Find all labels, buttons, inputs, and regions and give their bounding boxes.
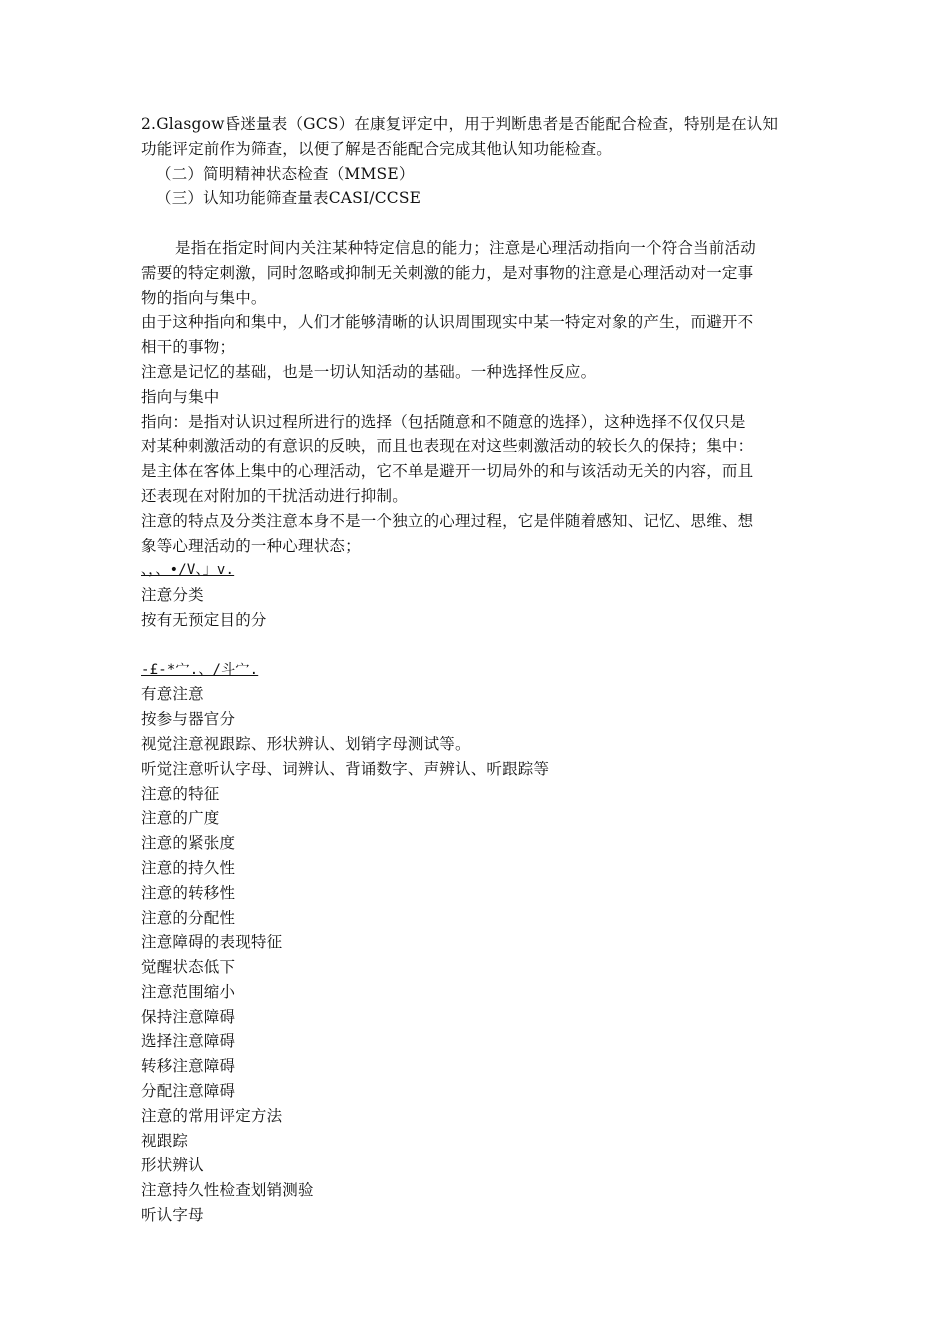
item-auditory-attention: 听觉注意听认字母、词辨认、背诵数字、声辨认、听跟踪等 xyxy=(141,759,550,778)
paragraph-glasgow-line-1: 2.Glasgow昏迷量表（GCS）在康复评定中，用于判断患者是否能配合检查，特别是在认知 xyxy=(141,115,779,133)
item-attention-distribution: 注意的分配性 xyxy=(141,908,236,927)
item-cancellation-test: 注意持久性检查划销测验 xyxy=(141,1181,314,1200)
blank-line xyxy=(141,211,811,236)
item-attention-shifting: 注意的转移性 xyxy=(141,883,236,902)
item-selective-attention-disorder: 选择注意障碍 xyxy=(141,1032,236,1051)
item-low-arousal: 觉醒状态低下 xyxy=(141,958,236,977)
section-heading-mmse: （二）简明精神状态检查（MMSE） xyxy=(156,164,415,183)
item-sustained-attention-disorder: 保持注意障碍 xyxy=(141,1007,236,1026)
paragraph-characteristics-line-2: 象等心理活动的一种心理状态； xyxy=(141,536,361,555)
paragraph-focus-line-2: 相干的事物； xyxy=(141,338,236,357)
heading-attention-classification: 注意分类 xyxy=(141,586,204,605)
paragraph-direction-line-3: 是主体在客体上集中的心理活动，它不单是避开一切局外的和与该活动无关的内容，而且 xyxy=(141,462,754,481)
paragraph-characteristics-line-1: 注意的特点及分类注意本身不是一个独立的心理过程，它是伴随着感知、记忆、思维、想 xyxy=(141,511,754,530)
blank-line xyxy=(141,633,811,658)
heading-direction-focus: 指向与集中 xyxy=(141,387,220,406)
item-by-purpose: 按有无预定目的分 xyxy=(141,610,267,629)
item-shifting-attention-disorder: 转移注意障碍 xyxy=(141,1057,236,1076)
heading-attention-features: 注意的特征 xyxy=(141,784,220,803)
section-heading-casi-ccse: （三）认知功能筛查量表CASI/CCSE xyxy=(156,189,422,208)
item-shape-recognition: 形状辨认 xyxy=(141,1156,204,1175)
item-by-organ: 按参与器官分 xyxy=(141,710,236,729)
paragraph-direction-line-2: 对某种刺激活动的有意识的反映，而且也表现在对这些刺激活动的较长久的保持；集中： xyxy=(141,437,754,456)
item-attention-intensity: 注意的紧张度 xyxy=(141,834,236,853)
heading-assessment-methods: 注意的常用评定方法 xyxy=(141,1106,283,1125)
item-letter-listening: 听认字母 xyxy=(141,1206,204,1225)
paragraph-attention-definition-line-1: 是指在指定时间内关注某种特定信息的能力；注意是心理活动指向一个符合当前活动 xyxy=(175,238,756,257)
paragraph-attention-definition-line-2: 需要的特定刺激，同时忽略或抑制无关刺激的能力，是对事物的注意是心理活动对一定事 xyxy=(141,263,754,282)
document-page xyxy=(141,112,811,1228)
item-attention-span: 注意的广度 xyxy=(141,809,220,828)
item-divided-attention-disorder: 分配注意障碍 xyxy=(141,1082,236,1101)
item-visual-attention: 视觉注意视跟踪、形状辨认、划销字母测试等。 xyxy=(141,734,471,753)
paragraph-glasgow-line-2: 功能评定前作为筛查，以便了解是否能配合完成其他认知功能检查。 xyxy=(141,139,613,158)
garbled-ocr-line-1: 、，、•/V、」v. xyxy=(141,562,235,579)
item-attention-persistence: 注意的持久性 xyxy=(141,858,236,877)
paragraph-focus-line-1: 由于这种指向和集中，人们才能够清晰的认识周围现实中某一特定对象的产生，而避开不 xyxy=(141,313,754,332)
heading-attention-disorder-features: 注意障碍的表现特征 xyxy=(141,933,283,952)
item-voluntary-attention: 有意注意 xyxy=(141,685,204,704)
item-visual-tracking: 视跟踪 xyxy=(141,1131,189,1150)
paragraph-attention-definition-line-3: 物的指向与集中。 xyxy=(141,288,267,307)
paragraph-memory-basis: 注意是记忆的基础，也是一切认知活动的基础。一种选择性反应。 xyxy=(141,362,597,381)
paragraph-direction-line-1: 指向：是指对认识过程所进行的选择（包括随意和不随意的选择），这种选择不仅仅只是 xyxy=(141,412,746,431)
garbled-ocr-line-2: -£-*宀.、/斗宀. xyxy=(141,661,259,678)
paragraph-direction-line-4: 还表现在对附加的干扰活动进行抑制。 xyxy=(141,486,408,505)
item-narrowed-scope: 注意范围缩小 xyxy=(141,982,236,1001)
